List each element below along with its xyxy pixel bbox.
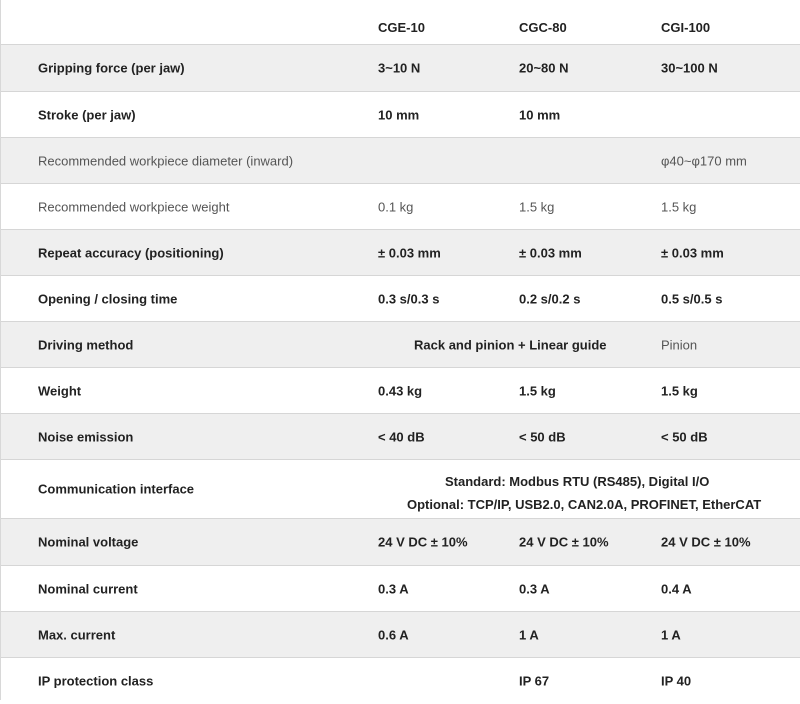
cell-cgc-80: 20~80 N [519, 60, 569, 76]
cell-cgi-100: ± 0.03 mm [661, 245, 724, 260]
cell-cgc-80: IP 67 [519, 673, 550, 689]
cell-cgc-80: 24 V DC ± 10% [519, 534, 609, 550]
cell-cgc-80: 0.2 s/0.2 s [519, 291, 581, 306]
row-open-close-time [1, 276, 800, 322]
cell-cgi-100: 1.5 kg [661, 199, 697, 214]
cell-cge-10: ± 0.03 mm [378, 245, 441, 260]
header-cgi-100: CGI-100 [661, 20, 711, 35]
cell-cge-cgc-merged: Rack and pinion + Linear guide [414, 337, 607, 352]
cell-cgc-80: 1.5 kg [519, 383, 556, 398]
cell-cgc-80: < 50 dB [519, 429, 566, 444]
table-header-row [1, 0, 800, 45]
cell-cge-10: 0.6 A [378, 627, 409, 642]
row-label: Repeat accuracy (positioning) [38, 245, 224, 260]
cell-cge-10: 0.43 kg [378, 383, 423, 398]
cell-cge-10: < 40 dB [378, 429, 425, 444]
cell-cge-10: 0.3 s/0.3 s [378, 291, 440, 306]
row-label: Weight [38, 383, 82, 398]
row-label: Noise emission [38, 429, 134, 444]
row-max-current [1, 612, 800, 658]
row-label: Opening / closing time [38, 291, 178, 306]
row-nominal-current [1, 566, 800, 612]
cell-cgi-100: 1 A [661, 627, 681, 642]
row-noise-emission [1, 414, 800, 460]
row-label: Nominal current [38, 581, 138, 596]
row-label: Max. current [38, 627, 116, 642]
cell-cgi-100: 30~100 N [661, 60, 718, 76]
header-cgc-80: CGC-80 [519, 20, 567, 35]
cell-cge-10: 3~10 N [378, 60, 421, 76]
cell-cgi-100: 0.5 s/0.5 s [661, 291, 723, 306]
row-gripping-force [1, 45, 800, 92]
row-communication-interface [1, 460, 800, 519]
row-repeat-accuracy [1, 230, 800, 276]
row-label: Nominal voltage [38, 534, 139, 550]
cell-cge-10: 24 V DC ± 10% [378, 534, 468, 550]
cell-cgc-80: ± 0.03 mm [519, 245, 582, 260]
row-driving-method [1, 322, 800, 368]
row-label: Recommended workpiece diameter (inward) [38, 153, 294, 168]
row-workpiece-weight [1, 184, 800, 230]
cell-cgc-80: 1 A [519, 627, 539, 642]
cell-cge-10: 0.1 kg [378, 199, 414, 214]
cell-cge-10: 0.3 A [378, 581, 409, 596]
cell-cgc-80: 10 mm [519, 107, 561, 122]
row-label: Recommended workpiece weight [38, 199, 230, 214]
cell-cgi-100: < 50 dB [661, 429, 708, 444]
row-label: Communication interface [38, 481, 195, 497]
row-label: Stroke (per jaw) [38, 107, 136, 122]
cell-cgi-100: φ40~φ170 mm [661, 153, 747, 168]
cell-cgc-80: 1.5 kg [519, 199, 555, 214]
communication-standard: Standard: Modbus RTU (RS485), Digital I/O [445, 474, 710, 489]
header-cge-10: CGE-10 [378, 20, 425, 35]
cell-cgi-100: 0.4 A [661, 581, 692, 596]
cell-cgc-80: 0.3 A [519, 581, 550, 596]
row-label: Gripping force (per jaw) [38, 60, 185, 76]
cell-cge-10: 10 mm [378, 107, 420, 122]
cell-cgi-100: Pinion [661, 337, 698, 352]
row-weight [1, 368, 800, 414]
row-workpiece-diameter [1, 138, 800, 184]
cell-cgi-100: 1.5 kg [661, 383, 698, 398]
cell-cgi-100: IP 40 [661, 673, 692, 689]
row-label: Driving method [38, 337, 134, 352]
row-label: IP protection class [38, 673, 154, 689]
communication-optional: Optional: TCP/IP, USB2.0, CAN2.0A, PROFINET, EtherCAT [407, 497, 762, 512]
cell-cgi-100: 24 V DC ± 10% [661, 534, 751, 550]
row-nominal-voltage [1, 519, 800, 566]
row-ip-protection [1, 658, 800, 704]
row-stroke [1, 92, 800, 138]
